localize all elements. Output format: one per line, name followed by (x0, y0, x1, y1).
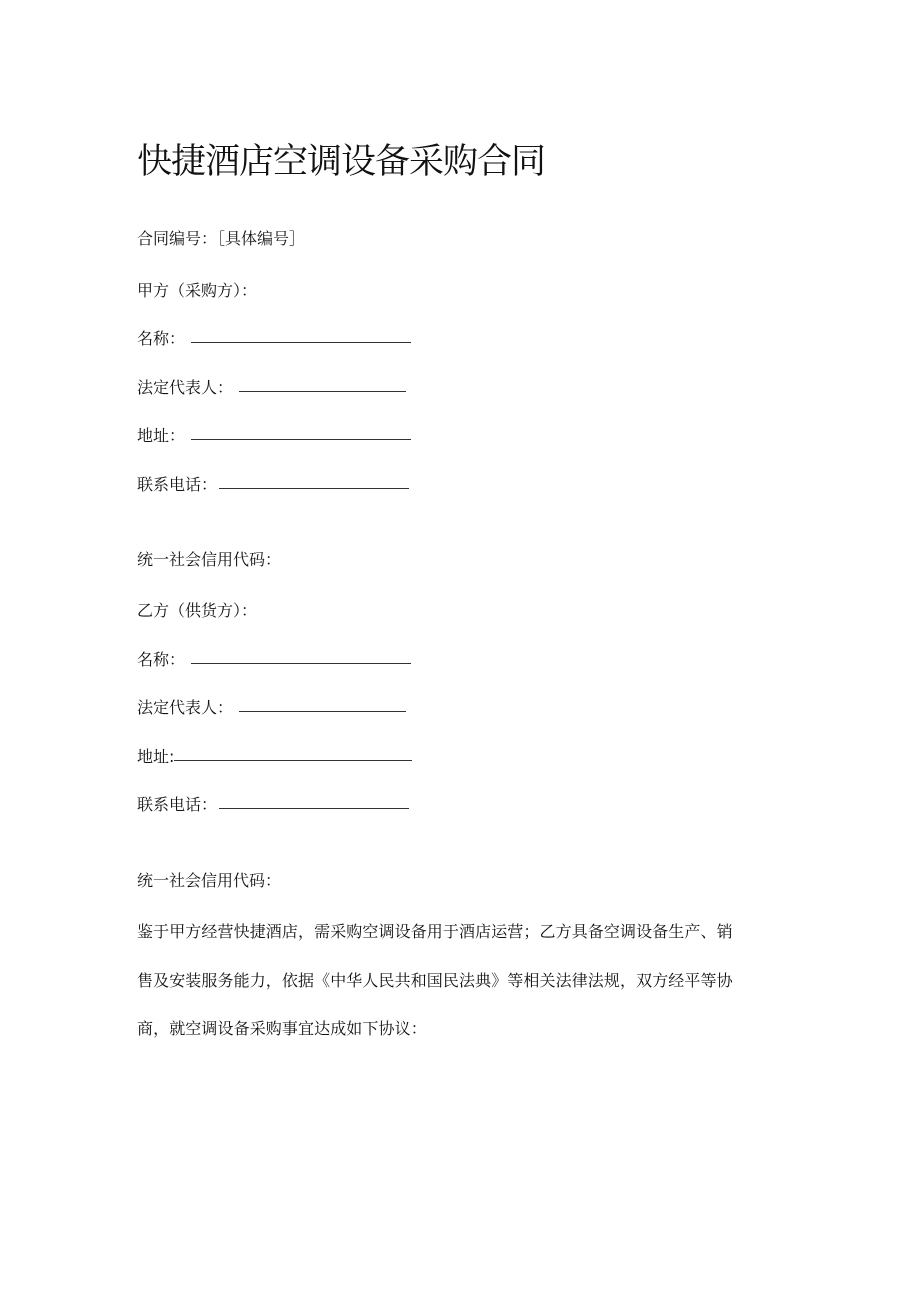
party-b-name-field (137, 650, 411, 670)
party-b-phone-label: 联系电话： (137, 795, 218, 814)
party-a-address-label: 地址： (137, 426, 186, 445)
party-b-address-label: 地址: (137, 747, 175, 766)
party-a-name-blank[interactable] (191, 341, 411, 343)
preamble-line-3: 商，就空调设备采购事宜达成如下协议： (137, 1019, 427, 1038)
party-b-phone-field (137, 795, 409, 815)
party-a-heading: 甲方（采购方）： (137, 281, 258, 300)
contract-number-label: 合同编号： (137, 229, 218, 248)
party-b-heading: 乙方（供货方）： (137, 601, 258, 620)
party-b-rep-blank[interactable] (239, 710, 406, 712)
party-a-name-label: 名称： (137, 329, 186, 348)
party-b-name-blank[interactable] (191, 662, 411, 664)
contract-number-line (137, 229, 305, 249)
preamble-paragraph (137, 908, 777, 1054)
party-b-credit-code: 统一社会信用代码： (137, 871, 282, 890)
party-a-address-field (137, 426, 411, 446)
preamble-line-1: 鉴于甲方经营快捷酒店，需采购空调设备用于酒店运营；乙方具备空调设备生产、销 (137, 922, 733, 941)
party-b-rep-label: 法定代表人： (137, 698, 234, 717)
preamble-line-2: 售及安装服务能力，依据《中华人民共和国民法典》等相关法律法规，双方经平等协 (137, 970, 733, 990)
party-b-name-label: 名称： (137, 650, 186, 669)
party-a-phone-label: 联系电话： (137, 475, 218, 494)
party-b-address-field (137, 747, 412, 767)
party-b-rep-field (137, 698, 406, 718)
party-b-address-blank[interactable] (174, 759, 412, 761)
party-a-credit-code: 统一社会信用代码： (137, 550, 282, 569)
document-title: 快捷酒店空调设备采购合同 (137, 142, 546, 182)
party-b-phone-blank[interactable] (219, 807, 409, 809)
party-a-rep-blank[interactable] (239, 390, 406, 392)
party-a-address-blank[interactable] (191, 438, 411, 440)
party-a-rep-label: 法定代表人： (137, 378, 234, 397)
party-a-name-field (137, 329, 411, 349)
party-a-rep-field (137, 378, 406, 398)
party-a-phone-blank[interactable] (219, 487, 409, 489)
party-a-phone-field (137, 475, 409, 495)
contract-number-value: ［具体编号］ (217, 229, 306, 248)
